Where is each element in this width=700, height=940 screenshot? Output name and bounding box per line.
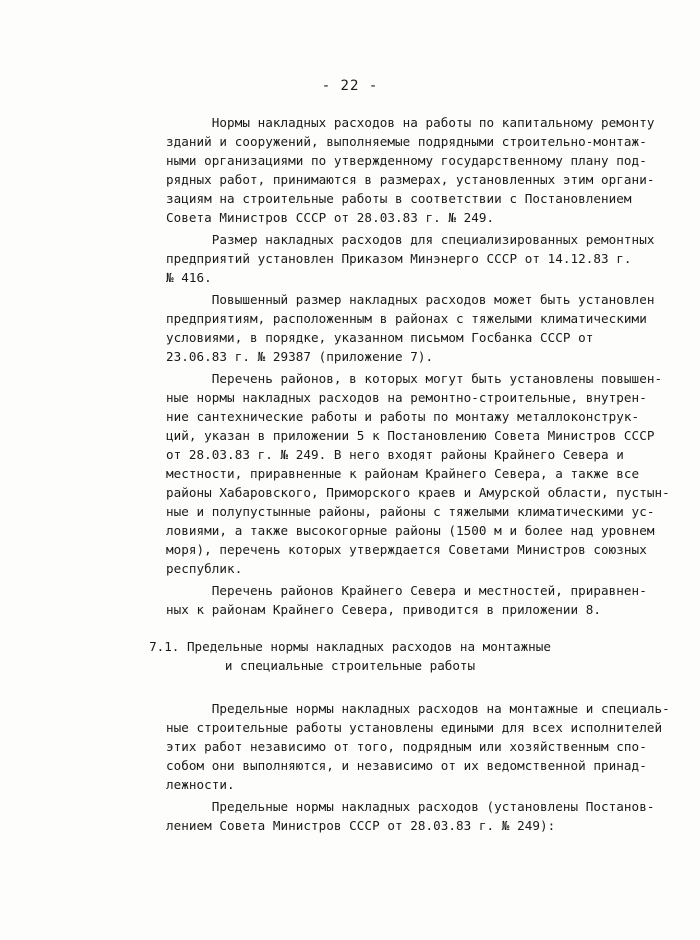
paragraph-line: ные нормы накладных расходов на ремонтно-строительные, внутрен-: [166, 390, 647, 405]
paragraph-line: 23.06.83 г. № 29387 (приложение 7).: [166, 349, 434, 364]
paragraph-line: Перечень районов, в которых могут быть установлены повышен-: [166, 371, 663, 386]
paragraph-line: предприятий установлен Приказом Минэнерго СССР от 14.12.83 г.: [166, 251, 632, 266]
page-number: - 22 -: [321, 78, 379, 94]
paragraph-line: лежности.: [166, 777, 235, 792]
section-heading-line: и специальные строительные работы: [224, 658, 476, 673]
paragraph-line: ций, указан в приложении 5 к Постановлению Совета Министров СССР: [166, 428, 655, 443]
section-heading-line: 7.1. Предельные нормы накладных расходов на монтажные: [149, 639, 551, 654]
paragraph-line: ных к районам Крайнего Севера, приводится в приложении 8.: [166, 602, 602, 617]
paragraph-line: Предельные нормы накладных расходов (установлены Постанов-: [166, 799, 655, 814]
paragraph-line: ловиями, а также высокогорные районы (1500 м и более над уровнем: [166, 523, 655, 538]
paragraph-line: собом они выполняются, и независимо от их ведомственной принад-: [166, 758, 647, 773]
paragraph-line: местности, приравненные к районам Крайнего Севера, а также все: [166, 466, 640, 481]
paragraph-line: Размер накладных расходов для специализированных ремонтных: [166, 232, 655, 247]
paragraph-line: республик.: [166, 561, 243, 576]
paragraph-line: предприятиям, расположенным в районах с тяжелыми климатическими: [166, 311, 647, 326]
paragraph-line: зданий и сооружений, выполняемые подрядными строительно-монтаж-: [166, 134, 647, 149]
paragraph-line: лением Совета Министров СССР от 28.03.83 г. № 249):: [166, 818, 556, 833]
paragraph-line: № 416.: [166, 270, 212, 285]
paragraph-line: ные строительные работы установлены едиными для всех исполнителей: [166, 720, 663, 735]
paragraph-line: Предельные нормы накладных расходов на монтажные и специаль-: [166, 701, 670, 716]
paragraph-line: ные и полупустынные районы, районы с тяжелыми климатическими ус-: [166, 504, 655, 519]
paragraph-line: Перечень районов Крайнего Севера и местностей, приравнен-: [166, 583, 647, 598]
paragraph-line: районы Хабаровского, Приморского краев и Амурской области, пустын-: [166, 485, 670, 500]
paragraph-line: Нормы накладных расходов на работы по капитальному ремонту: [166, 115, 655, 130]
paragraph-line: ние сантехнические работы и работы по монтажу металлоконструк-: [166, 409, 640, 424]
paragraph-line: ными организациями по утвержденному государственному плану под-: [166, 153, 647, 168]
paragraph-line: Повышенный размер накладных расходов может быть установлен: [166, 292, 655, 307]
paragraph-line: рядных работ, принимаются в размерах, установленных этим органи-: [166, 172, 655, 187]
paragraph-line: этих работ независимо от того, подрядным или хозяйственным спо-: [166, 739, 647, 754]
paragraph-line: условиями, в порядке, указанном письмом Госбанка СССР от: [166, 330, 594, 345]
paragraph-line: от 28.03.83 г. № 249. В него входят районы Крайнего Севера и: [166, 447, 624, 462]
paragraph-line: зациям на строительные работы в соответствии с Постановлением: [166, 191, 632, 206]
paragraph-line: моря), перечень которых утверждается Советами Министров союзных: [166, 542, 647, 557]
paragraph-line: Совета Министров СССР от 28.03.83 г. № 249.: [166, 210, 495, 225]
